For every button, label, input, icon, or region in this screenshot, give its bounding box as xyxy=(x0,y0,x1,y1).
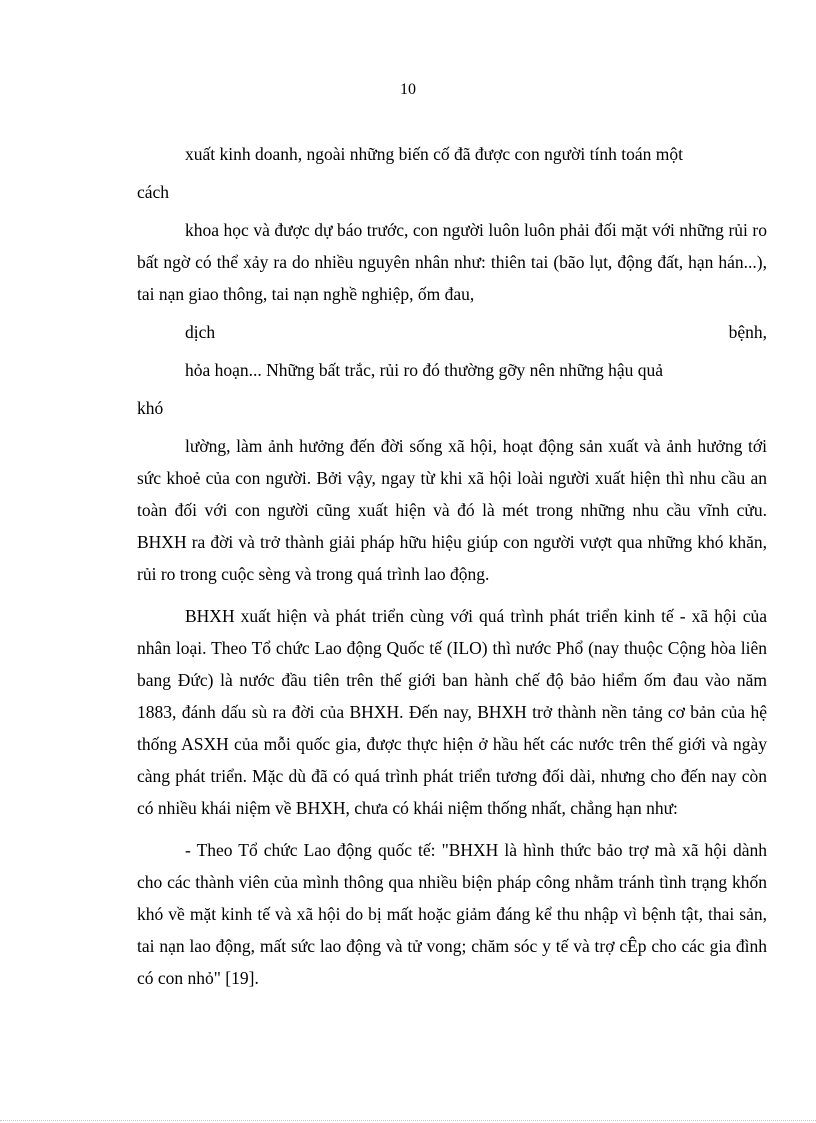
paragraph-line-2: cách xyxy=(137,182,170,202)
document-body xyxy=(137,138,767,1000)
paragraph-history: BHXH xuất hiện và phát triển cùng với quá trình phát triển kinh tế - xã hội của nhân loại. Theo Tổ chức Lao động Quốc tế (ILO) thì nước Phổ (nay thuộc Cộng hòa liên bang Đức) là nước đầu tiên trên thế giới ban hành chế độ bảo hiểm ốm đau vào năm 1883, đánh dấu sù ra đời của BHXH. Đến nay, BHXH trở thành nền tảng cơ bản của hệ thống ASXH của mỗi quốc gia, được thực hiện ở hầu hết các nước trên thế giới và ngày càng phát triển. Mặc dù đã có quá trình phát triển tương đối dài, nhưng cho đến nay còn có nhiều khái niệm về BHXH, chưa có khái niệm thống nhất, chẳng hạn như: xyxy=(137,606,767,818)
paragraph-line-6: khó xyxy=(137,398,164,418)
page-bottom-divider xyxy=(0,1120,816,1121)
paragraph-line-1: xuất kinh doanh, ngoài những biến cố đã được con người tính toán một xyxy=(185,144,683,164)
paragraph-line-3: khoa học và được dự báo trước, con người luôn luôn phải đối mặt với những rủi ro bất ngờ có thể xảy ra do nhiều nguyên nhân như: thiên tai (bão lụt, động đất, hạn hán...), tai nạn giao thông, tai nạn nghề nghiệp, ốm đau, xyxy=(137,220,767,304)
paragraph-line-5: hỏa hoạn... Những bất trắc, rủi ro đó thường gỡy nên những hậu quả xyxy=(185,360,664,380)
paragraph-line-7: lường, làm ảnh hưởng đến đời sống xã hội, hoạt động sản xuất và ảnh hưởng tới sức khoẻ của con người. Bởi vậy, ngay từ khi xã hội loài người xuất hiện thì nhu cầu an toàn đối với con người cũng xuất hiện và đó là mét trong những nhu cầu vĩnh cửu. BHXH ra đời và trở thành giải pháp hữu hiệu giúp con người vượt qua những khó khăn, rủi ro trong cuộc sèng và trong quá trình lao động. xyxy=(137,436,767,584)
page-number: 10 xyxy=(400,81,416,98)
word-benh: bệnh, xyxy=(728,322,767,342)
paragraph-ilo-definition: - Theo Tổ chức Lao động quốc tế: "BHXH là hình thức bảo trợ mà xã hội dành cho các thành viên của mình thông qua nhiều biện pháp công nhằm tránh tình trạng khốn khó về mặt kinh tế và xã hội do bị mất hoặc giảm đáng kể thu nhập vì bệnh tật, thai sản, tai nạn lao động, mất sức lao động và tử vong; chăm sóc y tế và trợ cÊp cho các gia đình có con nhỏ" [19]. xyxy=(137,840,767,988)
paragraph-line-4 xyxy=(137,316,767,348)
word-dich: dịch xyxy=(185,322,216,342)
